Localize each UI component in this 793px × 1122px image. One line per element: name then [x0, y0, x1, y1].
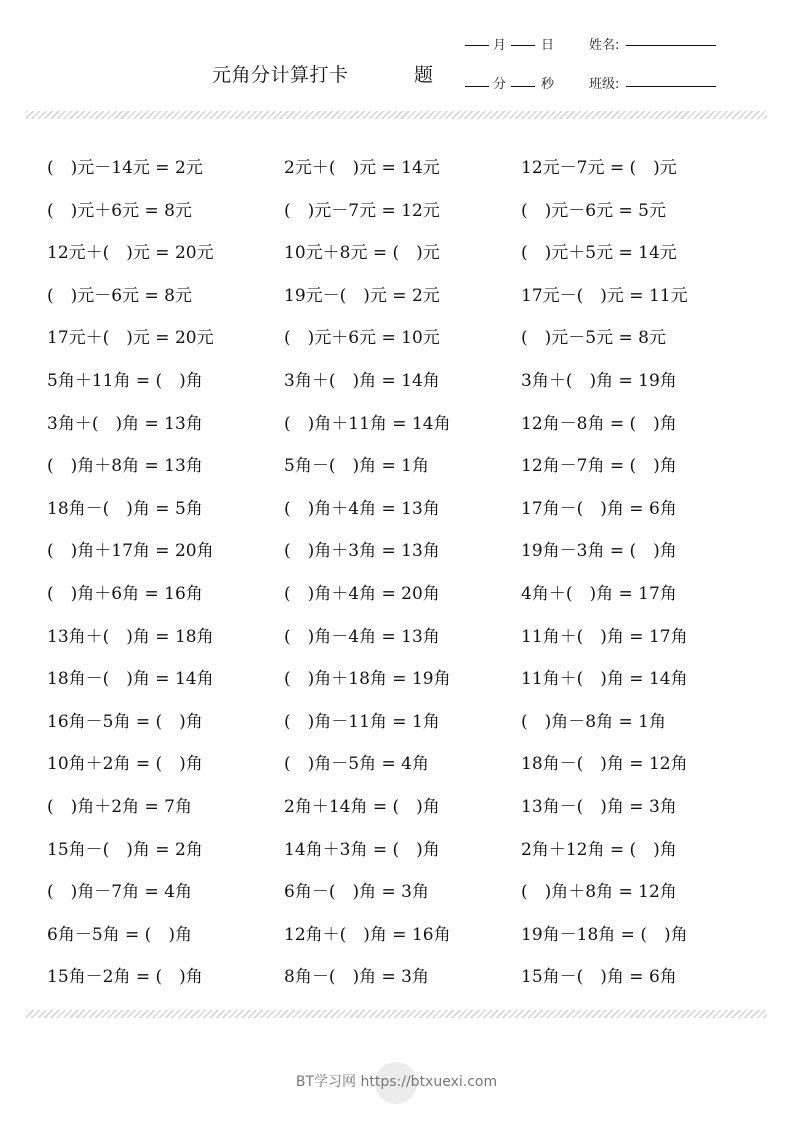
problem-item[interactable]: 12角－8角 = ( )角	[521, 413, 677, 434]
problem-item[interactable]: 6角－5角 = ( )角	[47, 924, 192, 945]
problem-item[interactable]: 19元－( )元 = 2元	[284, 285, 440, 306]
problem-row	[0, 281, 793, 311]
problem-item[interactable]: 18角－( )角 = 12角	[521, 754, 688, 775]
problem-row	[0, 536, 793, 566]
problem-item[interactable]: ( )角－11角 = 1角	[284, 711, 440, 732]
problem-item[interactable]: 2角＋12角 = ( )角	[521, 839, 677, 860]
problem-item[interactable]: 5角－( )角 = 1角	[284, 456, 429, 477]
problem-item[interactable]: 15角－( )角 = 6角	[521, 967, 677, 988]
problem-row	[0, 877, 793, 907]
problem-item[interactable]: 13角＋( )角 = 18角	[47, 626, 214, 647]
problem-row	[0, 366, 793, 396]
problem-item[interactable]: ( )元＋6元 = 10元	[284, 328, 440, 349]
problem-row	[0, 494, 793, 524]
problem-item[interactable]: ( )元－7元 = 12元	[284, 200, 440, 221]
day-blank[interactable]	[511, 45, 535, 46]
problem-item[interactable]: 5角＋11角 = ( )角	[47, 371, 203, 391]
problem-item[interactable]: 12角－7角 = ( )角	[521, 456, 677, 477]
second-blank[interactable]	[511, 86, 535, 87]
problem-row	[0, 622, 793, 652]
problem-item[interactable]: ( )角＋4角 = 13角	[284, 498, 440, 519]
minute-blank[interactable]	[465, 86, 489, 87]
problem-row	[0, 238, 793, 268]
problem-row	[0, 579, 793, 609]
problem-item[interactable]: 10角＋2角 = ( )角	[47, 754, 203, 775]
problem-row	[0, 920, 793, 950]
problem-item[interactable]: 4角＋( )角 = 17角	[521, 584, 677, 604]
problem-item[interactable]: 3角＋( )角 = 14角	[284, 371, 440, 391]
problem-item[interactable]: 8角－( )角 = 3角	[284, 967, 429, 988]
problem-row	[0, 835, 793, 865]
problem-item[interactable]: 3角＋( )角 = 13角	[47, 413, 203, 434]
problem-item[interactable]: ( )元－6元 = 8元	[47, 285, 192, 306]
month-label: 月	[493, 38, 507, 53]
problem-row	[0, 749, 793, 779]
top-divider	[26, 111, 767, 119]
problem-row	[0, 792, 793, 822]
problem-row	[0, 707, 793, 737]
problem-item[interactable]: ( )角＋6角 = 16角	[47, 584, 203, 604]
problem-row	[0, 451, 793, 481]
problem-row	[0, 323, 793, 353]
page-title: 元角分计算打卡	[212, 64, 349, 86]
problem-item[interactable]: 14角＋3角 = ( )角	[284, 839, 440, 860]
problem-row	[0, 196, 793, 226]
problem-count-label: 题	[414, 64, 434, 86]
problem-item[interactable]: ( )元－6元 = 5元	[521, 200, 666, 221]
problem-item[interactable]: 13角－( )角 = 3角	[521, 797, 677, 817]
problem-item[interactable]: ( )元＋5元 = 14元	[521, 243, 677, 264]
problem-row	[0, 153, 793, 183]
problem-item[interactable]: 2元＋( )元 = 14元	[284, 158, 440, 178]
problem-item[interactable]: 12元＋( )元 = 20元	[47, 243, 214, 264]
problem-item[interactable]: ( )元－14元 = 2元	[47, 158, 203, 178]
problem-item[interactable]: 12元－7元 = ( )元	[521, 158, 677, 178]
second-label: 秒	[541, 77, 555, 92]
day-label: 日	[541, 38, 555, 53]
problem-item[interactable]: 17元－( )元 = 11元	[521, 285, 688, 306]
class-blank[interactable]	[626, 86, 716, 87]
problem-item[interactable]: ( )角＋8角 = 13角	[47, 456, 203, 477]
problem-item[interactable]: ( )角－4角 = 13角	[284, 626, 440, 647]
problem-item[interactable]: 19角－3角 = ( )角	[521, 541, 677, 562]
problem-item[interactable]: 15角－( )角 = 2角	[47, 839, 203, 860]
problem-item[interactable]: ( )角＋11角 = 14角	[284, 413, 451, 434]
month-blank[interactable]	[465, 45, 489, 46]
problem-item[interactable]: 11角＋( )角 = 14角	[521, 669, 688, 690]
problem-item[interactable]: 16角－5角 = ( )角	[47, 711, 203, 732]
problem-item[interactable]: 17元＋( )元 = 20元	[47, 328, 214, 349]
problem-item[interactable]: 3角＋( )角 = 19角	[521, 371, 677, 391]
problem-item[interactable]: ( )角＋18角 = 19角	[284, 669, 451, 690]
problem-item[interactable]: ( )角－7角 = 4角	[47, 882, 192, 903]
problem-item[interactable]: 19角－18角 = ( )角	[521, 924, 688, 945]
problem-item[interactable]: ( )角＋2角 = 7角	[47, 797, 192, 817]
problem-row	[0, 664, 793, 694]
problem-row	[0, 409, 793, 439]
problem-item[interactable]: ( )角＋17角 = 20角	[47, 541, 214, 562]
problem-item[interactable]: ( )角＋8角 = 12角	[521, 882, 677, 903]
problem-item[interactable]: 18角－( )角 = 5角	[47, 498, 203, 519]
problem-item[interactable]: 6角－( )角 = 3角	[284, 882, 429, 903]
class-label: 班级:	[589, 77, 620, 92]
bottom-divider	[26, 1010, 767, 1018]
problem-item[interactable]: ( )角＋4角 = 20角	[284, 584, 440, 604]
problem-item[interactable]: 17角－( )角 = 6角	[521, 498, 677, 519]
problem-item[interactable]: 10元＋8元 = ( )元	[284, 243, 440, 264]
problem-item[interactable]: ( )角－5角 = 4角	[284, 754, 429, 775]
problem-item[interactable]: ( )角－8角 = 1角	[521, 711, 666, 732]
minute-label: 分	[493, 77, 507, 92]
problem-row	[0, 962, 793, 992]
problem-item[interactable]: ( )元－5元 = 8元	[521, 328, 666, 349]
name-label: 姓名:	[589, 38, 620, 53]
problem-item[interactable]: ( )角＋3角 = 13角	[284, 541, 440, 562]
problem-item[interactable]: 18角－( )角 = 14角	[47, 669, 214, 690]
problem-item[interactable]: 2角＋14角 = ( )角	[284, 797, 440, 817]
name-blank[interactable]	[626, 45, 716, 46]
problem-item[interactable]: 15角－2角 = ( )角	[47, 967, 203, 988]
problem-item[interactable]: 11角＋( )角 = 17角	[521, 626, 688, 647]
footer-source: BT学习网 https://btxuexi.com	[295, 1074, 498, 1090]
problem-item[interactable]: 12角＋( )角 = 16角	[284, 924, 451, 945]
problem-item[interactable]: ( )元＋6元 = 8元	[47, 200, 192, 221]
